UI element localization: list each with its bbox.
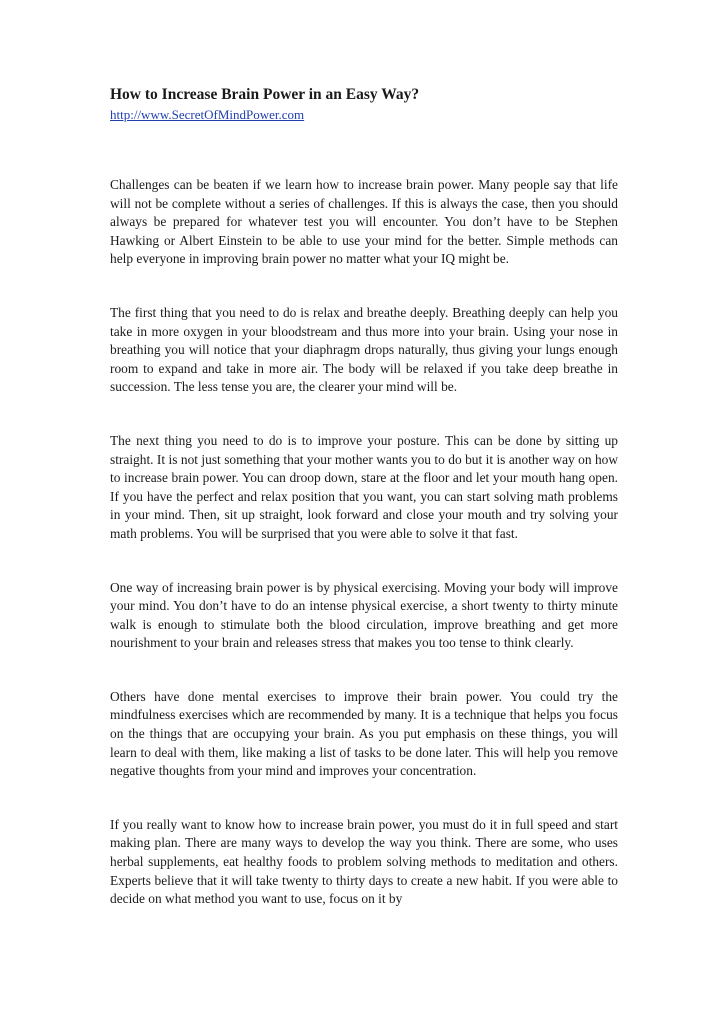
source-link[interactable]: http://www.SecretOfMindPower.com [110,107,305,122]
document-title: How to Increase Brain Power in an Easy Way? [110,86,420,103]
paragraph-exercise: One way of increasing brain power is by physical exercising. Moving your body will improve your mind. You don’t have to do an intense physical exercise, a short twenty to thirty minute walk is enough to stimulate both the blood circulation, improve breathing and get more nourishment to your brain and releases stress that makes you too tense to think clearly. [110,579,618,651]
paragraph-posture: The next thing you need to do is to improve your posture. This can be done by sitting up straight. It is not just something that your mother wants you to do but it is another way on how to increase brain power. You can droop down, stare at the floor and let your mouth hang open. If you have the perfect and relax position that you want, you can start solving math problems in your mind. Then, sit up straight, look forward and close your mouth and try solving your math problems. You will be surprised that you were able to solve it that fast. [110,432,618,541]
paragraph-breathing: The first thing that you need to do is relax and breathe deeply. Breathing deeply can help you take in more oxygen in your bloodstream and thus more into your brain. Using your nose in breathing you will notice that your diaphragm drops naturally, thus giving your lungs enough room to expand and take in more air. The body will be relaxed if you take deep breathe in succession. The less tense you are, the clearer your mind will be. [110,304,618,395]
paragraph-plan: If you really want to know how to increase brain power, you must do it in full speed and start making plan. There are many ways to develop the way you think. There are some, who uses herbal supplements, eat healthy foods to problem solving methods to meditation and others. Experts believe that it will take twenty to thirty days to create a new habit. If you were able to decide on what method you want to use, focus on it by [110,816,618,907]
document-page [110,86,618,909]
paragraph-mental-exercise: Others have done mental exercises to improve their brain power. You could try the mindfulness exercises which are recommended by many. It is a technique that helps you focus on the things that are occupying your brain. As you put emphasis on these things, you will learn to deal with them, like making a list of tasks to be done later. This will help you remove negative thoughts from your mind and improves your concentration. [110,688,618,779]
paragraph-intro: Challenges can be beaten if we learn how to increase brain power. Many people say that life will not be complete without a series of challenges. If this is always the case, then you should always be prepared for whatever test you will encounter. You don’t have to be Stephen Hawking or Albert Einstein to be able to use your mind for the better. Simple methods can help everyone in improving brain power no matter what your IQ might be. [110,177,618,267]
